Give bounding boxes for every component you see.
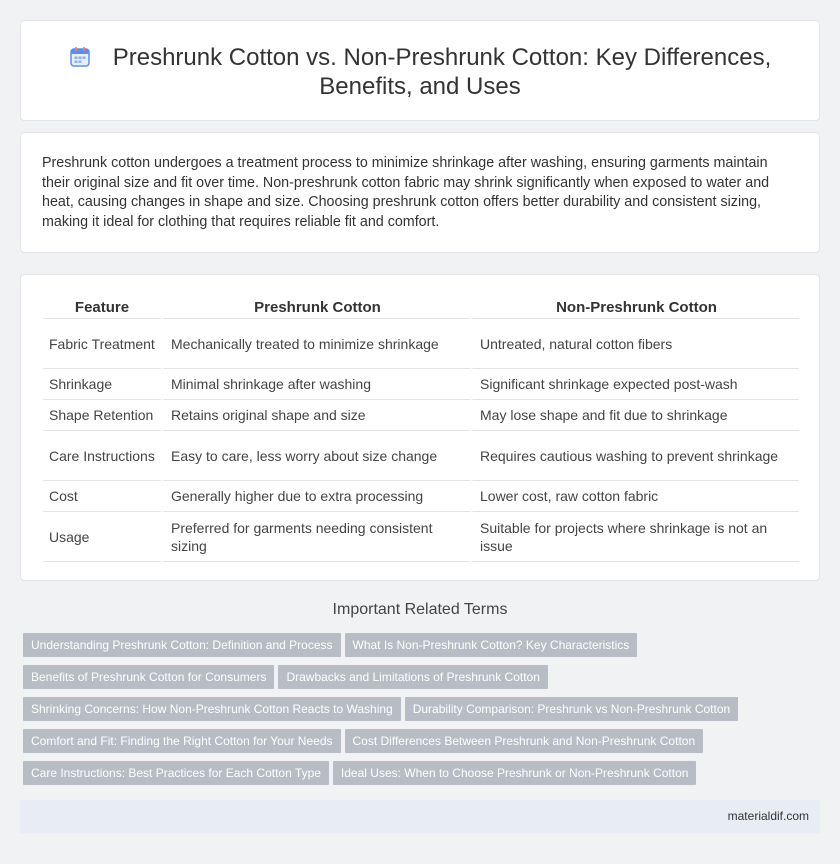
calendar-icon [69, 46, 91, 68]
table-row [43, 319, 799, 369]
related-term-tag[interactable]: Cost Differences Between Preshrunk and Non-Preshrunk Cotton [345, 729, 704, 753]
table-row [43, 431, 799, 481]
related-terms-list [23, 633, 823, 793]
header-feature: Feature [43, 295, 161, 319]
related-term-tag[interactable]: Understanding Preshrunk Cotton: Definition and Process [23, 633, 341, 657]
related-term-tag[interactable]: What Is Non-Preshrunk Cotton? Key Characteristics [345, 633, 638, 657]
intro-paragraph: Preshrunk cotton undergoes a treatment process to minimize shrinkage after washing, ensuring garments maintain their original size and fit over time. Non-preshrunk cotton fabric may shrink significantly when exposed to water and heat, causing changes in shape and size. Choosing preshrunk cotton offers better durability and consistent sizing, making it ideal for clothing that requires reliable fit and comfort. [42, 155, 770, 230]
cell-feature: Cost [43, 481, 161, 512]
cell-non-preshrunk: Lower cost, raw cotton fabric [470, 481, 799, 512]
table-row [43, 512, 799, 562]
header-card [20, 20, 820, 121]
cell-preshrunk: Preferred for garments needing consistent sizing [161, 512, 470, 562]
related-term-tag[interactable]: Durability Comparison: Preshrunk vs Non-Preshrunk Cotton [405, 697, 738, 721]
header-preshrunk: Preshrunk Cotton [161, 295, 470, 319]
cell-preshrunk: Easy to care, less worry about size change [161, 431, 470, 481]
header-non-preshrunk: Non-Preshrunk Cotton [470, 295, 799, 319]
footer [20, 800, 820, 833]
comparison-card [20, 274, 820, 581]
cell-preshrunk: Minimal shrinkage after washing [161, 369, 470, 400]
related-terms-title: Important Related Terms [332, 601, 508, 618]
table-header-row [43, 295, 799, 319]
related-term-tag[interactable]: Drawbacks and Limitations of Preshrunk Cotton [278, 665, 547, 689]
related-term-tag[interactable]: Ideal Uses: When to Choose Preshrunk or Non-Preshrunk Cotton [333, 761, 697, 785]
title-line-2: Benefits, and Uses [319, 73, 521, 100]
cell-non-preshrunk: Significant shrinkage expected post-wash [470, 369, 799, 400]
related-term-tag[interactable]: Shrinking Concerns: How Non-Preshrunk Cotton Reacts to Washing [23, 697, 401, 721]
intro-card [20, 132, 820, 253]
related-term-tag[interactable]: Care Instructions: Best Practices for Each Cotton Type [23, 761, 329, 785]
cell-non-preshrunk: Untreated, natural cotton fibers [470, 319, 799, 369]
footer-site-link[interactable]: materialdif.com [727, 809, 809, 823]
page-title [21, 43, 819, 101]
table-row [43, 369, 799, 400]
cell-non-preshrunk: Suitable for projects where shrinkage is not an issue [470, 512, 799, 562]
cell-feature: Usage [43, 512, 161, 562]
cell-preshrunk: Mechanically treated to minimize shrinkage [161, 319, 470, 369]
cell-feature: Care Instructions [43, 431, 161, 481]
cell-feature: Fabric Treatment [43, 319, 161, 369]
cell-preshrunk: Retains original shape and size [161, 400, 470, 431]
cell-non-preshrunk: May lose shape and fit due to shrinkage [470, 400, 799, 431]
table-row [43, 481, 799, 512]
title-line-1: Preshrunk Cotton vs. Non-Preshrunk Cotton: Key Differences, [112, 44, 772, 71]
comparison-table [43, 295, 799, 562]
cell-non-preshrunk: Requires cautious washing to prevent shrinkage [470, 431, 799, 481]
related-term-tag[interactable]: Comfort and Fit: Finding the Right Cotton for Your Needs [23, 729, 341, 753]
cell-feature: Shape Retention [43, 400, 161, 431]
cell-preshrunk: Generally higher due to extra processing [161, 481, 470, 512]
cell-feature: Shrinkage [43, 369, 161, 400]
related-term-tag[interactable]: Benefits of Preshrunk Cotton for Consumers [23, 665, 274, 689]
table-row [43, 400, 799, 431]
